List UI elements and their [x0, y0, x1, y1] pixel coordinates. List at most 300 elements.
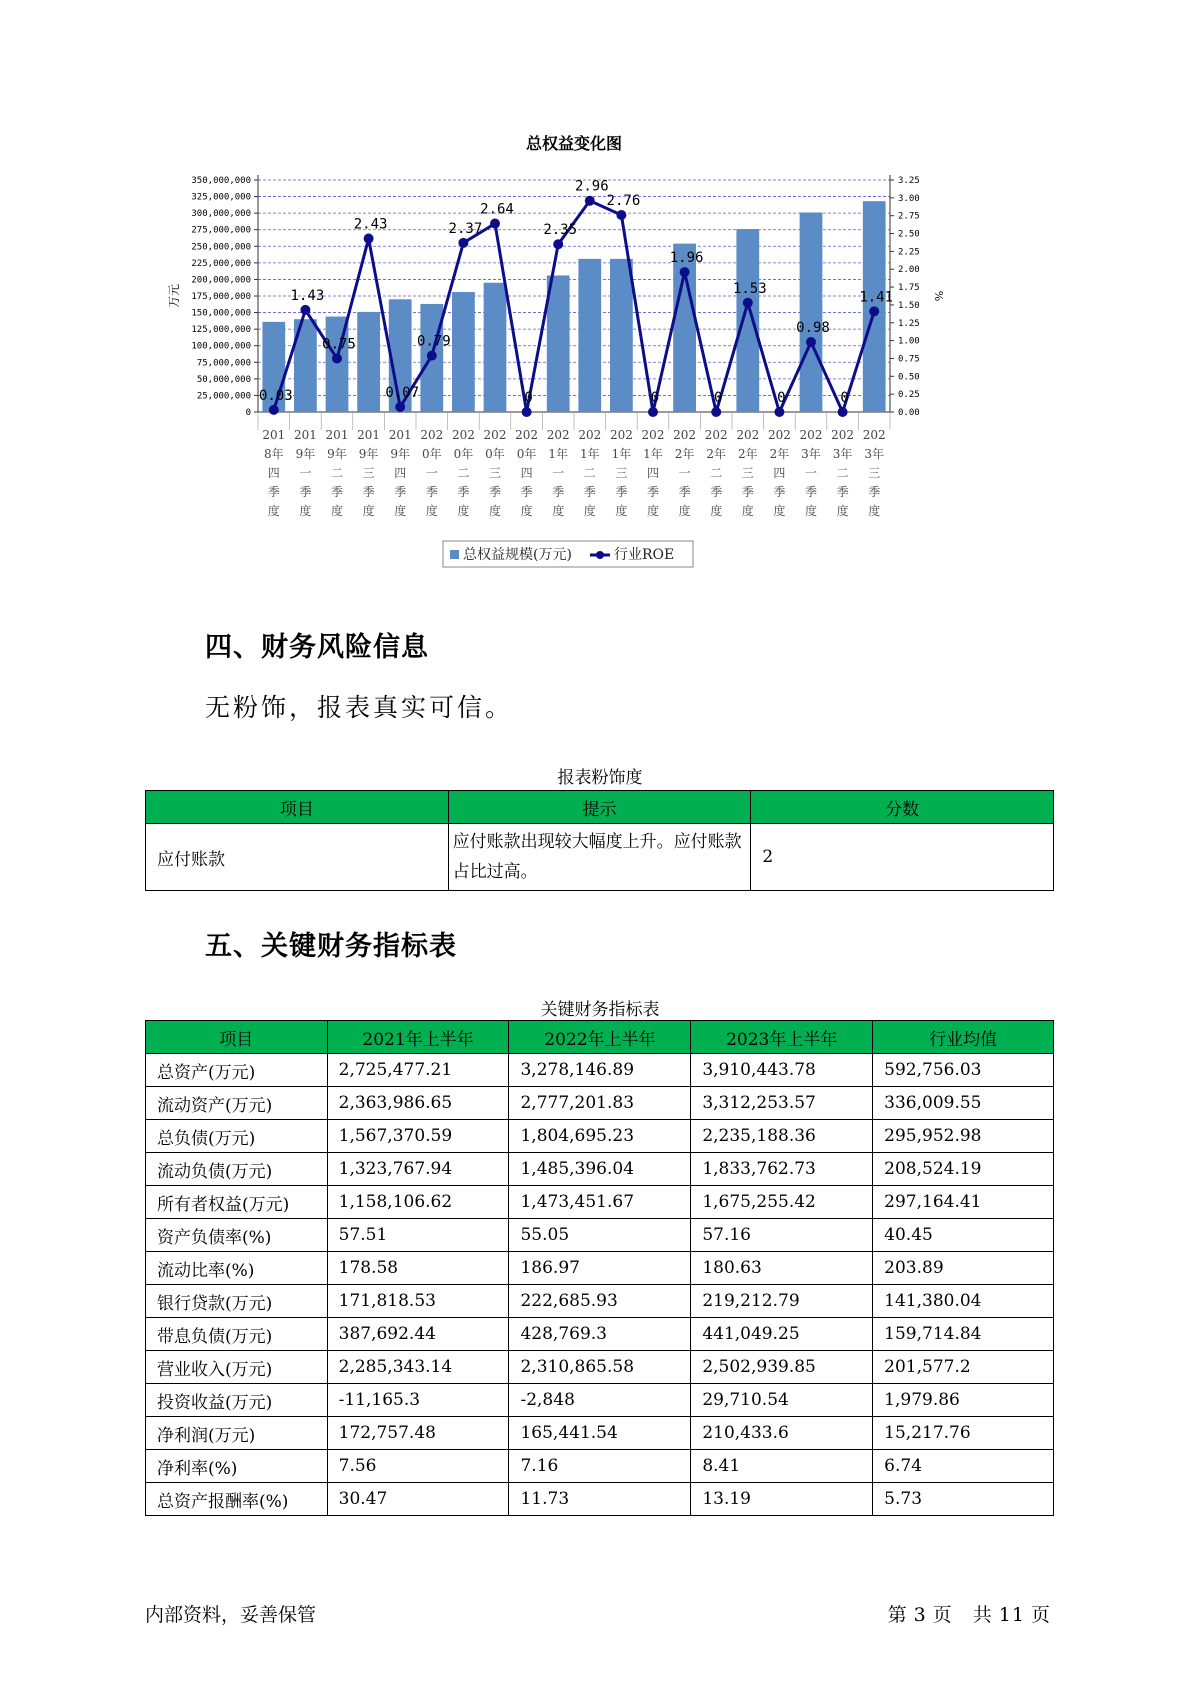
right-tick-label: 2.75: [898, 211, 920, 222]
table-row: [146, 1318, 1054, 1351]
x-tick-label: 季: [868, 485, 881, 499]
roe-data-label: 2.43: [353, 216, 388, 233]
table-row: [146, 1450, 1054, 1483]
x-tick-label: 二: [583, 466, 596, 480]
key-item-cell: 资产负债率(%): [146, 1219, 328, 1252]
key-item-cell: 带息负债(万元): [146, 1318, 328, 1351]
key-header-industry-avg: 行业均值: [873, 1021, 1054, 1054]
page-number: 3: [913, 1604, 927, 1626]
table-row: [146, 1285, 1054, 1318]
risk-table-caption: 报表粉饰度: [557, 768, 643, 788]
table-row: [146, 1351, 1054, 1384]
x-tick-label: 一: [804, 466, 818, 480]
table-row: [146, 1120, 1054, 1153]
x-tick-label: 季: [267, 485, 280, 499]
x-tick-label: 季: [583, 485, 596, 499]
key-2022-cell: 7.16: [509, 1450, 691, 1483]
x-tick-label: 一: [678, 466, 691, 480]
key-2021-cell: 2,363,986.65: [327, 1087, 509, 1120]
x-tick-label: 度: [267, 504, 280, 518]
table-row: [146, 1417, 1054, 1450]
x-tick-label: 2年: [706, 447, 727, 461]
x-tick-label: 季: [804, 485, 818, 499]
roe-point: [553, 239, 563, 249]
key-industry-cell: 208,524.19: [873, 1153, 1054, 1186]
key-table-header-row: [146, 1021, 1054, 1054]
key-industry-cell: 203.89: [873, 1252, 1054, 1285]
x-tick-label: 201: [357, 428, 381, 442]
table-row: [146, 1219, 1054, 1252]
page-prefix: 第: [887, 1604, 908, 1626]
x-tick-label: 度: [425, 504, 438, 518]
x-tick-label: 度: [362, 504, 375, 518]
key-industry-cell: 5.73: [873, 1483, 1054, 1516]
left-tick-label: 350,000,000: [191, 176, 251, 186]
x-tick-label: 202: [736, 428, 760, 442]
x-tick-label: 3年: [864, 447, 885, 461]
key-industry-cell: 295,952.98: [873, 1120, 1054, 1153]
x-tick-label: 季: [836, 485, 849, 499]
right-tick-label: 0.75: [898, 354, 920, 365]
x-tick-label: 度: [678, 504, 691, 518]
roe-data-label: 0.79: [416, 333, 451, 350]
key-2021-cell: 178.58: [327, 1252, 509, 1285]
x-tick-label: 二: [710, 466, 723, 480]
footer-page-info: [885, 1600, 1054, 1627]
x-tick-label: 度: [773, 504, 786, 518]
x-tick-label: 度: [520, 504, 533, 518]
left-tick-label: 325,000,000: [191, 192, 251, 203]
key-2023-cell: 57.16: [691, 1219, 873, 1252]
x-tick-label: 季: [710, 485, 723, 499]
roe-point: [585, 196, 595, 206]
x-tick-label: 季: [425, 485, 438, 499]
x-tick-label: 2年: [674, 447, 695, 461]
left-tick-label: 25,000,000: [196, 391, 251, 402]
key-table-caption: 关键财务指标表: [540, 1000, 660, 1020]
key-2023-cell: 180.63: [691, 1252, 873, 1285]
right-tick-label: 3.00: [898, 193, 920, 204]
key-item-cell: 总资产(万元): [146, 1054, 328, 1087]
left-tick-label: 200,000,000: [191, 275, 251, 286]
key-industry-cell: 141,380.04: [873, 1285, 1054, 1318]
key-header-2023: 2023年上半年: [691, 1021, 873, 1054]
key-2022-cell: 1,804,695.23: [509, 1120, 691, 1153]
risk-header-hint: 提示: [448, 791, 751, 824]
x-tick-label: 度: [741, 504, 754, 518]
key-item-cell: 流动比率(%): [146, 1252, 328, 1285]
footer-confidential: 内部资料，妥善保管: [145, 1604, 317, 1626]
key-2022-cell: 165,441.54: [509, 1417, 691, 1450]
key-2023-cell: 2,502,939.85: [691, 1351, 873, 1384]
x-tick-label: 季: [773, 485, 786, 499]
key-industry-cell: 592,756.03: [873, 1054, 1054, 1087]
x-tick-label: 四: [773, 466, 786, 480]
x-tick-label: 季: [520, 485, 533, 499]
roe-point: [743, 298, 753, 308]
x-tick-label: 201: [262, 428, 286, 442]
x-tick-label: 季: [330, 485, 344, 499]
x-tick-label: 季: [552, 485, 565, 499]
x-tick-label: 度: [457, 504, 470, 518]
roe-point: [300, 305, 310, 315]
key-2022-cell: 55.05: [509, 1219, 691, 1252]
x-tick-label: 度: [583, 504, 596, 518]
x-tick-label: 9年: [295, 447, 316, 461]
x-tick-label: 8年: [263, 447, 284, 461]
x-tick-label: 季: [362, 485, 375, 499]
key-2022-cell: 1,473,451.67: [509, 1186, 691, 1219]
legend-line-marker: [596, 551, 604, 559]
x-tick-label: 202: [515, 428, 539, 442]
roe-point: [648, 407, 658, 417]
x-tick-label: 202: [831, 428, 855, 442]
key-item-cell: 投资收益(万元): [146, 1384, 328, 1417]
risk-header-item: 项目: [146, 791, 449, 824]
left-tick-label: 250,000,000: [191, 242, 251, 253]
x-tick-label: 度: [299, 504, 312, 518]
risk-hint-cell: 应付账款出现较大幅度上升。应付账款占比过高。: [448, 824, 751, 891]
x-tick-label: 3年: [832, 447, 853, 461]
roe-data-label: 1.43: [290, 287, 325, 304]
x-tick-label: 9年: [358, 447, 379, 461]
equity-bar: [357, 312, 380, 412]
roe-data-label: 0.03: [258, 387, 293, 404]
right-tick-label: 1.50: [898, 300, 920, 311]
roe-data-label: 0.07: [385, 385, 420, 402]
key-2021-cell: 387,692.44: [327, 1318, 509, 1351]
key-industry-cell: 1,979.86: [873, 1384, 1054, 1417]
key-table-body: [146, 1054, 1054, 1516]
x-tick-label: 202: [483, 428, 507, 442]
x-tick-label: 四: [646, 466, 660, 480]
x-tick-label: 202: [641, 428, 665, 442]
x-tick-label: 度: [804, 504, 818, 518]
risk-table: [145, 790, 1054, 891]
x-tick-label: 202: [862, 428, 886, 442]
y-axis-right-label: %: [932, 290, 945, 302]
key-2023-cell: 2,235,188.36: [691, 1120, 873, 1153]
x-tick-label: 一: [552, 466, 565, 480]
y-axis-left-label: 万元: [167, 283, 181, 309]
x-tick-label: 三: [362, 466, 375, 480]
x-tick-label: 202: [420, 428, 444, 442]
x-tick-label: 202: [578, 428, 602, 442]
key-2023-cell: 219,212.79: [691, 1285, 873, 1318]
x-tick-label: 201: [325, 428, 349, 442]
table-row: [146, 824, 1054, 891]
key-2022-cell: 3,278,146.89: [509, 1054, 691, 1087]
key-2021-cell: 1,323,767.94: [327, 1153, 509, 1186]
key-industry-cell: 297,164.41: [873, 1186, 1054, 1219]
key-item-cell: 营业收入(万元): [146, 1351, 328, 1384]
table-row: [146, 1252, 1054, 1285]
left-tick-label: 225,000,000: [191, 258, 251, 269]
roe-data-label: 0.98: [796, 320, 830, 337]
x-tick-label: 三: [741, 466, 754, 480]
x-tick-label: 四: [394, 466, 407, 480]
roe-data-label: 2.35: [543, 222, 578, 239]
key-2022-cell: 11.73: [509, 1483, 691, 1516]
table-row: [146, 1153, 1054, 1186]
roe-point: [774, 407, 784, 417]
x-tick-label: 3年: [801, 447, 821, 461]
key-industry-cell: 15,217.76: [873, 1417, 1054, 1450]
left-tick-label: 100,000,000: [191, 341, 251, 352]
roe-data-label: 0: [713, 390, 723, 406]
key-2022-cell: 222,685.93: [509, 1285, 691, 1318]
risk-score-cell: 2: [751, 824, 1054, 891]
x-tick-label: 2年: [737, 447, 758, 461]
roe-point: [616, 210, 626, 220]
x-tick-label: 度: [488, 504, 502, 518]
right-tick-label: 0.50: [898, 372, 920, 383]
equity-bar: [610, 259, 633, 412]
total-prefix: 共: [972, 1604, 993, 1626]
chart-svg: [160, 135, 960, 595]
table-row: [146, 1483, 1054, 1516]
roe-point: [490, 219, 500, 229]
x-tick-label: 季: [488, 485, 502, 499]
equity-bar: [547, 275, 570, 412]
x-tick-label: 201: [293, 428, 317, 442]
x-tick-label: 0年: [453, 447, 474, 461]
key-2023-cell: 8.41: [691, 1450, 873, 1483]
x-tick-label: 201: [388, 428, 412, 442]
right-tick-label: 1.00: [898, 336, 920, 347]
x-tick-label: 三: [488, 466, 502, 480]
left-tick-label: 300,000,000: [191, 209, 251, 220]
key-2023-cell: 13.19: [691, 1483, 873, 1516]
key-item-cell: 所有者权益(万元): [146, 1186, 328, 1219]
right-tick-label: 1.75: [898, 283, 920, 294]
table-row: [146, 1186, 1054, 1219]
section4-heading: 四、财务风险信息: [205, 632, 429, 663]
x-tick-label: 三: [615, 466, 628, 480]
roe-data-label: 2.76: [606, 192, 641, 209]
x-tick-label: 度: [836, 504, 849, 518]
key-2023-cell: 210,433.6: [691, 1417, 873, 1450]
roe-data-label: 0: [524, 390, 533, 406]
x-tick-label: 1年: [643, 447, 663, 461]
left-tick-label: 150,000,000: [191, 308, 251, 319]
total-pages: 11: [998, 1604, 1025, 1626]
x-tick-label: 二: [836, 466, 849, 480]
equity-bar: [800, 212, 823, 412]
left-tick-label: 0: [245, 408, 251, 418]
roe-data-label: 2.37: [448, 220, 483, 237]
x-tick-label: 度: [646, 504, 660, 518]
key-2021-cell: 30.47: [327, 1483, 509, 1516]
x-tick-label: 度: [710, 504, 723, 518]
roe-data-label: 1.41: [859, 289, 894, 306]
risk-item-cell: 应付账款: [146, 824, 449, 891]
x-tick-label: 二: [330, 466, 344, 480]
key-item-cell: 净利润(万元): [146, 1417, 328, 1450]
x-tick-label: 202: [673, 428, 697, 442]
roe-point: [332, 353, 342, 363]
total-unit: 页: [1030, 1604, 1051, 1626]
x-tick-label: 度: [330, 504, 344, 518]
chart-title: 总权益变化图: [525, 135, 623, 153]
x-tick-label: 一: [299, 466, 312, 480]
roe-data-label: 0: [840, 390, 849, 406]
roe-point: [269, 405, 279, 415]
key-2022-cell: -2,848: [509, 1384, 691, 1417]
key-industry-cell: 6.74: [873, 1450, 1054, 1483]
key-2022-cell: 1,485,396.04: [509, 1153, 691, 1186]
table-row: [146, 1087, 1054, 1120]
roe-data-label: 0.75: [322, 336, 356, 353]
key-2023-cell: 1,675,255.42: [691, 1186, 873, 1219]
key-2023-cell: 3,312,253.57: [691, 1087, 873, 1120]
roe-point: [427, 351, 437, 361]
risk-header-score: 分数: [751, 791, 1054, 824]
x-tick-label: 一: [425, 466, 438, 480]
x-tick-label: 四: [267, 466, 280, 480]
key-indicators-table: [145, 1020, 1054, 1516]
equity-bar: [578, 259, 601, 412]
left-tick-label: 75,000,000: [196, 358, 251, 369]
roe-data-label: 1.53: [732, 280, 767, 297]
key-2021-cell: 2,285,343.14: [327, 1351, 509, 1384]
right-tick-label: 1.25: [898, 318, 920, 329]
equity-bar: [736, 229, 759, 412]
left-tick-label: 125,000,000: [191, 325, 251, 336]
left-tick-label: 50,000,000: [196, 374, 251, 385]
x-tick-label: 度: [394, 504, 407, 518]
key-2021-cell: 1,158,106.62: [327, 1186, 509, 1219]
x-tick-label: 三: [868, 466, 881, 480]
roe-point: [680, 267, 690, 277]
x-tick-label: 2年: [769, 447, 790, 461]
key-industry-cell: 201,577.2: [873, 1351, 1054, 1384]
x-tick-label: 1年: [611, 447, 632, 461]
key-2022-cell: 428,769.3: [509, 1318, 691, 1351]
key-2021-cell: 7.56: [327, 1450, 509, 1483]
x-tick-label: 202: [609, 428, 633, 442]
legend-bar-swatch: [450, 550, 459, 559]
key-2022-cell: 2,310,865.58: [509, 1351, 691, 1384]
section4-summary: 无粉饰，报表真实可信。: [205, 693, 514, 722]
x-tick-label: 202: [799, 428, 823, 442]
roe-point: [364, 234, 374, 244]
x-tick-label: 二: [457, 466, 470, 480]
x-tick-label: 季: [299, 485, 312, 499]
key-item-cell: 银行贷款(万元): [146, 1285, 328, 1318]
roe-point: [522, 407, 532, 417]
key-2021-cell: -11,165.3: [327, 1384, 509, 1417]
table-row: [146, 1384, 1054, 1417]
x-tick-label: 度: [615, 504, 628, 518]
roe-point: [395, 402, 405, 412]
key-2023-cell: 29,710.54: [691, 1384, 873, 1417]
key-2021-cell: 1,567,370.59: [327, 1120, 509, 1153]
section5-heading: 五、关键财务指标表: [205, 931, 457, 962]
key-2021-cell: 2,725,477.21: [327, 1054, 509, 1087]
risk-table-header-row: [146, 791, 1054, 824]
x-tick-label: 季: [615, 485, 628, 499]
roe-data-label: 2.64: [480, 201, 514, 218]
equity-bar: [452, 292, 475, 412]
key-industry-cell: 159,714.84: [873, 1318, 1054, 1351]
key-item-cell: 流动负债(万元): [146, 1153, 328, 1186]
key-header-2021: 2021年上半年: [327, 1021, 509, 1054]
roe-point: [838, 407, 848, 417]
key-item-cell: 净利率(%): [146, 1450, 328, 1483]
right-tick-label: 2.25: [898, 247, 920, 258]
key-header-2022: 2022年上半年: [509, 1021, 691, 1054]
x-tick-label: 度: [552, 504, 565, 518]
x-tick-label: 1年: [548, 447, 569, 461]
x-tick-label: 季: [646, 485, 660, 499]
roe-data-label: 2.96: [574, 178, 609, 195]
x-tick-label: 9年: [390, 447, 411, 461]
roe-data-label: 0: [777, 390, 786, 406]
key-item-cell: 总资产报酬率(%): [146, 1483, 328, 1516]
equity-change-chart: [160, 135, 960, 595]
roe-data-label: 0: [650, 390, 660, 406]
x-tick-label: 0年: [516, 447, 537, 461]
legend-bar-label: 总权益规模(万元): [463, 547, 572, 563]
key-2021-cell: 171,818.53: [327, 1285, 509, 1318]
right-tick-label: 2.50: [898, 229, 920, 240]
x-tick-label: 0年: [485, 447, 505, 461]
key-2023-cell: 3,910,443.78: [691, 1054, 873, 1087]
key-item-cell: 流动资产(万元): [146, 1087, 328, 1120]
x-tick-label: 1年: [579, 447, 600, 461]
right-tick-label: 3.25: [898, 176, 920, 186]
right-tick-label: 0.00: [898, 408, 920, 418]
key-2021-cell: 57.51: [327, 1219, 509, 1252]
x-tick-label: 202: [767, 428, 791, 442]
left-tick-label: 175,000,000: [191, 292, 251, 302]
key-item-cell: 总负债(万元): [146, 1120, 328, 1153]
roe-point: [806, 337, 816, 347]
legend-line-label: 行业ROE: [614, 547, 675, 563]
x-tick-label: 0年: [421, 447, 442, 461]
key-2022-cell: 2,777,201.83: [509, 1087, 691, 1120]
x-tick-label: 季: [741, 485, 754, 499]
roe-point: [711, 407, 721, 417]
page-unit: 页: [932, 1604, 953, 1626]
x-tick-label: 202: [704, 428, 728, 442]
table-row: [146, 1054, 1054, 1087]
key-2023-cell: 1,833,762.73: [691, 1153, 873, 1186]
roe-point: [869, 306, 879, 316]
roe-data-label: 1.96: [669, 250, 704, 267]
x-tick-label: 季: [394, 485, 407, 499]
x-tick-label: 度: [868, 504, 881, 518]
left-tick-label: 275,000,000: [191, 225, 251, 236]
x-tick-label: 202: [546, 428, 570, 442]
x-tick-label: 季: [678, 485, 691, 499]
key-industry-cell: 336,009.55: [873, 1087, 1054, 1120]
x-tick-label: 四: [520, 466, 533, 480]
key-2021-cell: 172,757.48: [327, 1417, 509, 1450]
key-industry-cell: 40.45: [873, 1219, 1054, 1252]
key-header-item: 项目: [146, 1021, 328, 1054]
x-tick-label: 季: [457, 485, 470, 499]
right-tick-label: 0.25: [898, 390, 920, 401]
key-2022-cell: 186.97: [509, 1252, 691, 1285]
roe-point: [458, 238, 468, 248]
x-tick-label: 9年: [327, 447, 347, 461]
right-tick-label: 2.00: [898, 265, 920, 276]
key-2023-cell: 441,049.25: [691, 1318, 873, 1351]
equity-bar: [484, 283, 507, 412]
x-tick-label: 202: [451, 428, 475, 442]
